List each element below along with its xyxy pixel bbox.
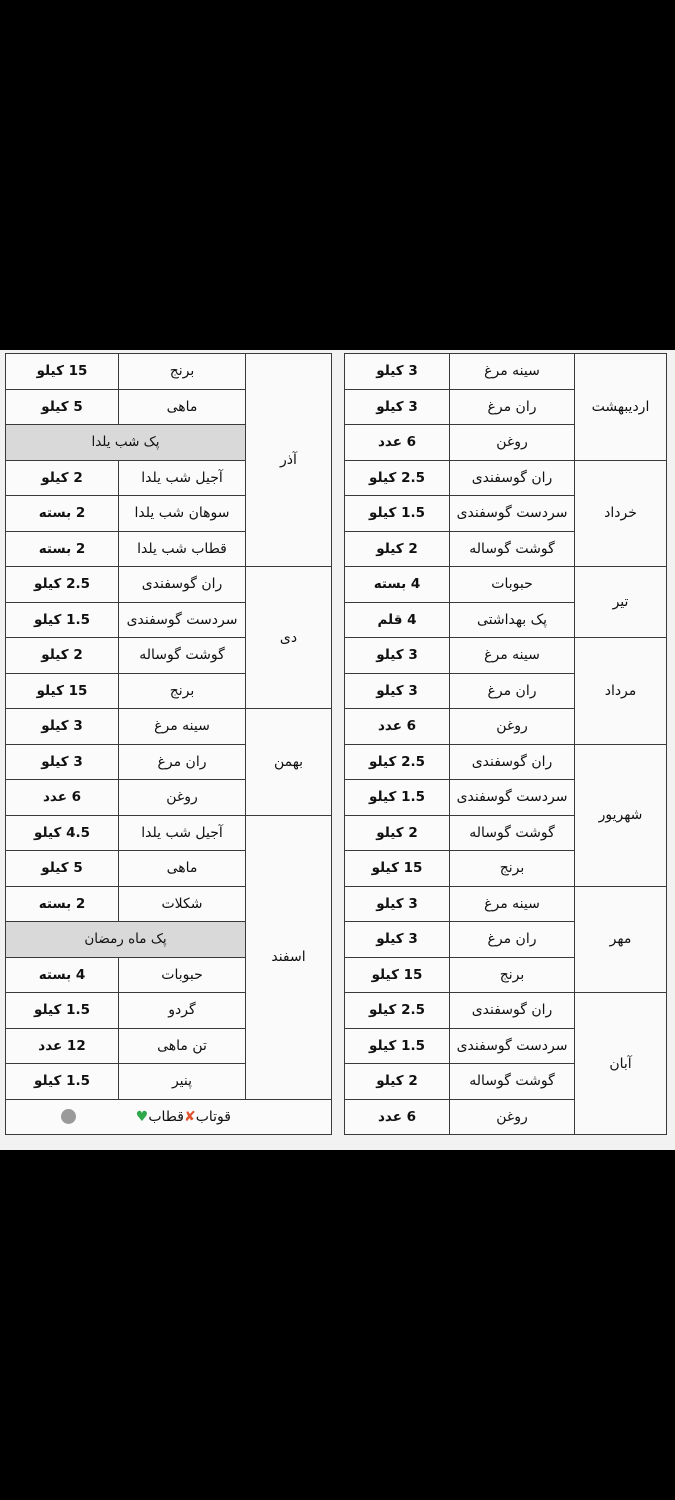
item-cell: سوهان شب یلدا xyxy=(119,496,246,532)
right-table xyxy=(344,353,667,1135)
month-cell: اردیبهشت xyxy=(575,354,667,461)
quantity-cell: 1.5 کیلو xyxy=(6,1064,119,1100)
item-cell: روغن xyxy=(450,709,575,745)
item-cell: سردست گوسفندی xyxy=(450,780,575,816)
item-cell: ران مرغ xyxy=(119,744,246,780)
smiley-icon xyxy=(61,1109,76,1124)
quantity-cell: 1.5 کیلو xyxy=(6,993,119,1029)
legend-text-a: قوتاب xyxy=(195,1108,231,1125)
table-row xyxy=(345,354,667,390)
table-row xyxy=(6,567,332,603)
item-cell: حبوبات xyxy=(450,567,575,603)
item-cell: ران گوسفندی xyxy=(450,460,575,496)
quantity-cell: 2 کیلو xyxy=(6,460,119,496)
month-cell: مرداد xyxy=(575,638,667,745)
item-cell: سینه مرغ xyxy=(119,709,246,745)
green-heart-icon: ♥ xyxy=(135,1108,149,1125)
quantity-cell: 4 بسته xyxy=(6,957,119,993)
quantity-cell: 2.5 کیلو xyxy=(345,993,450,1029)
quantity-cell: 5 کیلو xyxy=(6,851,119,887)
month-cell: مهر xyxy=(575,886,667,993)
bottom-black-area xyxy=(0,1150,675,1500)
month-cell: بهمن xyxy=(246,709,332,816)
item-cell: گوشت گوساله xyxy=(450,531,575,567)
left-table xyxy=(5,353,332,1135)
quantity-cell: 2 بسته xyxy=(6,496,119,532)
quantity-cell: 15 کیلو xyxy=(6,354,119,390)
quantity-cell: 12 عدد xyxy=(6,1028,119,1064)
quantity-cell: 2.5 کیلو xyxy=(345,744,450,780)
item-cell: سینه مرغ xyxy=(450,886,575,922)
item-cell: سینه مرغ xyxy=(450,354,575,390)
quantity-cell: 2 کیلو xyxy=(345,1064,450,1100)
table-row xyxy=(345,744,667,780)
item-cell: روغن xyxy=(119,780,246,816)
item-cell: ماهی xyxy=(119,851,246,887)
item-cell: ران گوسفندی xyxy=(450,993,575,1029)
quantity-cell: 2.5 کیلو xyxy=(345,460,450,496)
item-cell: قطاب شب یلدا xyxy=(119,531,246,567)
quantity-cell: 2 بسته xyxy=(6,886,119,922)
quantity-cell: 5 کیلو xyxy=(6,389,119,425)
quantity-cell: 3 کیلو xyxy=(6,709,119,745)
item-cell: سردست گوسفندی xyxy=(450,496,575,532)
item-cell: روغن xyxy=(450,1099,575,1135)
table-row xyxy=(345,638,667,674)
table-row xyxy=(345,886,667,922)
item-cell: پک بهداشتی xyxy=(450,602,575,638)
quantity-cell: 2.5 کیلو xyxy=(6,567,119,603)
quantity-cell: 2 کیلو xyxy=(345,531,450,567)
legend-cell xyxy=(6,1099,332,1135)
table-row xyxy=(6,709,332,745)
table-row xyxy=(6,354,332,390)
quantity-cell: 3 کیلو xyxy=(345,354,450,390)
quantity-cell: 6 عدد xyxy=(345,709,450,745)
quantity-cell: 3 کیلو xyxy=(345,673,450,709)
month-cell: دی xyxy=(246,567,332,709)
item-cell: شکلات xyxy=(119,886,246,922)
item-cell: ران گوسفندی xyxy=(450,744,575,780)
month-cell: اسفند xyxy=(246,815,332,1099)
quantity-cell: 2 کیلو xyxy=(6,638,119,674)
item-cell: ماهی xyxy=(119,389,246,425)
month-cell: آبان xyxy=(575,993,667,1135)
quantity-cell: 1.5 کیلو xyxy=(6,602,119,638)
quantity-cell: 6 عدد xyxy=(345,425,450,461)
item-cell: برنج xyxy=(119,673,246,709)
table-row xyxy=(345,567,667,603)
item-cell: روغن xyxy=(450,425,575,461)
quantity-cell: 4 قلم xyxy=(345,602,450,638)
quantity-cell: 3 کیلو xyxy=(345,886,450,922)
pack-header: پک ماه رمضان xyxy=(6,922,246,958)
month-cell: خرداد xyxy=(575,460,667,567)
item-cell: برنج xyxy=(450,851,575,887)
item-cell: سردست گوسفندی xyxy=(119,602,246,638)
legend-row xyxy=(6,1099,332,1135)
item-cell: حبوبات xyxy=(119,957,246,993)
quantity-cell: 1.5 کیلو xyxy=(345,496,450,532)
quantity-cell: 15 کیلو xyxy=(345,851,450,887)
item-cell: ران مرغ xyxy=(450,673,575,709)
quantity-cell: 3 کیلو xyxy=(345,638,450,674)
quantity-cell: 2 بسته xyxy=(6,531,119,567)
item-cell: برنج xyxy=(119,354,246,390)
item-cell: آجیل شب یلدا xyxy=(119,460,246,496)
quantity-cell: 4.5 کیلو xyxy=(6,815,119,851)
item-cell: گوشت گوساله xyxy=(450,1064,575,1100)
item-cell: ران مرغ xyxy=(450,922,575,958)
quantity-cell: 15 کیلو xyxy=(345,957,450,993)
table-row xyxy=(6,815,332,851)
quantity-cell: 1.5 کیلو xyxy=(345,780,450,816)
quantity-cell: 15 کیلو xyxy=(6,673,119,709)
item-cell: پنیر xyxy=(119,1064,246,1100)
cross-mark-icon: ✘ xyxy=(183,1108,196,1125)
quantity-cell: 1.5 کیلو xyxy=(345,1028,450,1064)
item-cell: گوشت گوساله xyxy=(450,815,575,851)
item-cell: ران مرغ xyxy=(450,389,575,425)
item-cell: برنج xyxy=(450,957,575,993)
table-row xyxy=(345,460,667,496)
item-cell: ران گوسفندی xyxy=(119,567,246,603)
table-row xyxy=(345,993,667,1029)
item-cell: سردست گوسفندی xyxy=(450,1028,575,1064)
pack-header: پک شب یلدا xyxy=(6,425,246,461)
top-black-area xyxy=(0,0,675,350)
quantity-cell: 6 عدد xyxy=(345,1099,450,1135)
item-cell: گردو xyxy=(119,993,246,1029)
quantity-cell: 4 بسته xyxy=(345,567,450,603)
quantity-cell: 2 کیلو xyxy=(345,815,450,851)
item-cell: آجیل شب یلدا xyxy=(119,815,246,851)
legend-text-b: قطاب xyxy=(148,1108,184,1125)
item-cell: تن ماهی xyxy=(119,1028,246,1064)
month-cell: آذر xyxy=(246,354,332,567)
month-cell: تیر xyxy=(575,567,667,638)
quantity-cell: 6 عدد xyxy=(6,780,119,816)
quantity-cell: 3 کیلو xyxy=(6,744,119,780)
item-cell: سینه مرغ xyxy=(450,638,575,674)
quantity-cell: 3 کیلو xyxy=(345,389,450,425)
item-cell: گوشت گوساله xyxy=(119,638,246,674)
month-cell: شهریور xyxy=(575,744,667,886)
quantity-cell: 3 کیلو xyxy=(345,922,450,958)
